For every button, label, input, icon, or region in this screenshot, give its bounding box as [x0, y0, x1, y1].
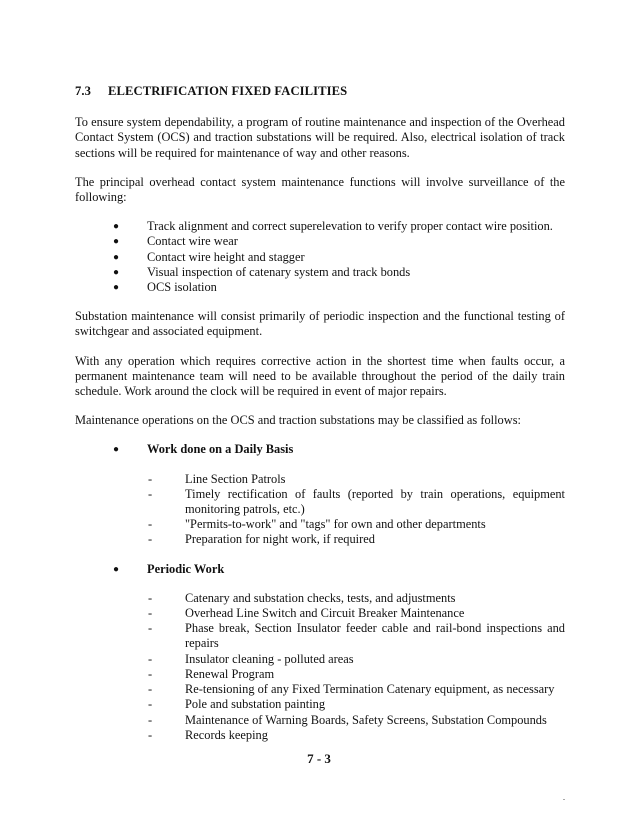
bullet-icon: ●	[113, 266, 120, 278]
list-item: - Re-tensioning of any Fixed Termination Catenary equipment, as necessary	[148, 682, 555, 697]
bullet-icon: ●	[113, 251, 120, 263]
bullet-icon: ●	[113, 444, 120, 456]
bullet-icon: ●	[113, 563, 120, 575]
list-item: ● Track alignment and correct superelevation to verify proper contact wire position.	[113, 219, 553, 234]
section-heading	[75, 84, 565, 99]
principal-paragraph: The principal overhead contact system maintenance functions will involve surveillance of the following:	[75, 174, 565, 205]
list-item: - Line Section Patrols	[148, 471, 286, 486]
list-item: ● Contact wire wear	[113, 234, 238, 249]
dash-icon: -	[148, 682, 153, 697]
daily-work-list	[75, 472, 565, 548]
dash-icon: -	[148, 621, 153, 636]
list-item: - Renewal Program	[148, 666, 275, 681]
list-item: ● Contact wire height and stagger	[113, 249, 305, 264]
substation-paragraph: Substation maintenance will consist primarily of periodic inspection and the functional testing of switchgear and associated equipment.	[75, 309, 565, 339]
bullet-icon: ●	[113, 282, 120, 294]
classified-paragraph: Maintenance operations on the OCS and traction substations may be classified as follows:	[75, 413, 521, 428]
dash-icon: -	[148, 471, 153, 486]
daily-work-heading: ● Work done on a Daily Basis	[113, 442, 294, 457]
operation-paragraph: With any operation which requires corrective action in the shortest time when faults occur, a permanent maintenance team will need to be available throughout the period of the daily train schedule. Work around the clock will be required in event of major repairs.	[75, 353, 565, 399]
list-item: - Records keeping	[148, 727, 268, 742]
list-item: - Phase break, Section Insulator feeder cable and rail-bond inspections and repairs	[148, 621, 565, 651]
list-item: - Preparation for night work, if required	[148, 532, 375, 547]
list-item: - Maintenance of Warning Boards, Safety Screens, Substation Compounds	[148, 712, 547, 727]
list-item: - Overhead Line Switch and Circuit Breaker Maintenance	[148, 606, 465, 621]
dash-icon: -	[148, 517, 153, 532]
dash-icon: -	[148, 727, 153, 742]
list-item: ● OCS isolation	[113, 280, 217, 295]
dash-icon: -	[148, 590, 153, 605]
list-item: - "Permits-to-work" and "tags" for own and other departments	[148, 517, 486, 532]
dash-icon: -	[148, 666, 153, 681]
list-item: - Timely rectification of faults (reported by train operations, equipment monitoring patrols, etc.)	[148, 486, 565, 517]
ocs-functions-list	[75, 219, 565, 295]
periodic-work-heading: ● Periodic Work	[113, 561, 225, 576]
intro-paragraph: To ensure system dependability, a program of routine maintenance and inspection of the Overhead Contact System (OCS) and traction substations will be required. Also, electrical isolation of track sections will be required for maintenance of way and other reasons.	[75, 115, 565, 160]
page-number: 7 - 3	[307, 751, 331, 766]
bullet-icon: ●	[113, 236, 120, 248]
dash-icon: -	[148, 697, 153, 712]
dash-icon: -	[148, 486, 153, 501]
periodic-work-list	[75, 591, 565, 743]
dash-icon: -	[148, 532, 153, 547]
dash-icon: -	[148, 606, 153, 621]
section-title: ELECTRIFICATION FIXED FACILITIES	[108, 84, 348, 98]
list-item: - Pole and substation painting	[148, 697, 326, 712]
bullet-icon: ●	[113, 221, 120, 233]
list-item: - Insulator cleaning - polluted areas	[148, 651, 354, 666]
dash-icon: -	[148, 712, 153, 727]
section-number: 7.3	[75, 84, 92, 98]
list-item: - Catenary and substation checks, tests, and adjustments	[148, 590, 456, 605]
document-body	[75, 84, 565, 757]
list-item: ● Visual inspection of catenary system and track bonds	[113, 264, 411, 279]
stray-mark: .	[563, 793, 565, 802]
dash-icon: -	[148, 651, 153, 666]
